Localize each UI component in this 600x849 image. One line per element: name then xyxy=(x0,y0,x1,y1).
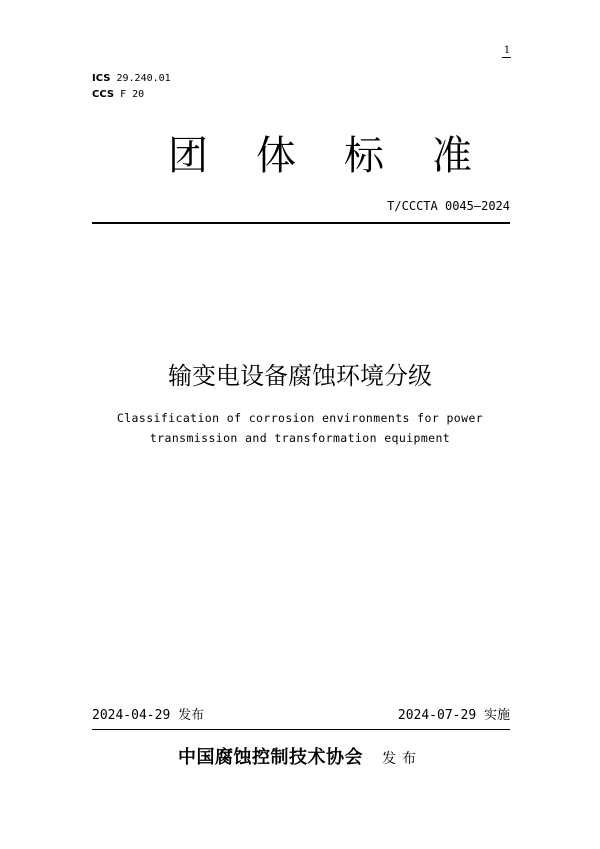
page-number-underline xyxy=(502,57,511,58)
header-divider xyxy=(92,222,510,224)
issuer-name: 中国腐蚀控制技术协会 xyxy=(177,747,363,768)
ics-label: ICS xyxy=(92,73,111,84)
issuer-line xyxy=(0,745,600,772)
standard-number: T/CCCTA 0045—2024 xyxy=(387,199,510,213)
document-title-english xyxy=(0,408,600,448)
implement-label: 实施 xyxy=(483,708,510,723)
implement-date-line xyxy=(398,707,510,725)
ccs-code xyxy=(92,89,144,101)
publish-label: 发布 xyxy=(178,708,205,723)
english-title-line-1: Classification of corrosion environments for power xyxy=(116,411,484,425)
issuer-suffix: 发布 xyxy=(382,751,423,767)
publish-date-line xyxy=(92,707,204,725)
document-title-chinese: 输变电设备腐蚀环境分级 xyxy=(168,362,432,390)
page-number: 1 xyxy=(503,45,511,56)
implement-date: 2024-07-29 xyxy=(397,708,477,723)
ccs-value: F 20 xyxy=(120,89,145,100)
document-type-heading: 团体标准 xyxy=(168,133,520,179)
ics-value: 29.240.01 xyxy=(116,73,171,84)
english-title-line-2: transmission and transformation equipment xyxy=(149,431,451,445)
publish-date: 2024-04-29 xyxy=(92,708,171,723)
ccs-label: CCS xyxy=(92,89,115,100)
footer-divider xyxy=(92,729,510,730)
ics-code xyxy=(92,73,171,85)
